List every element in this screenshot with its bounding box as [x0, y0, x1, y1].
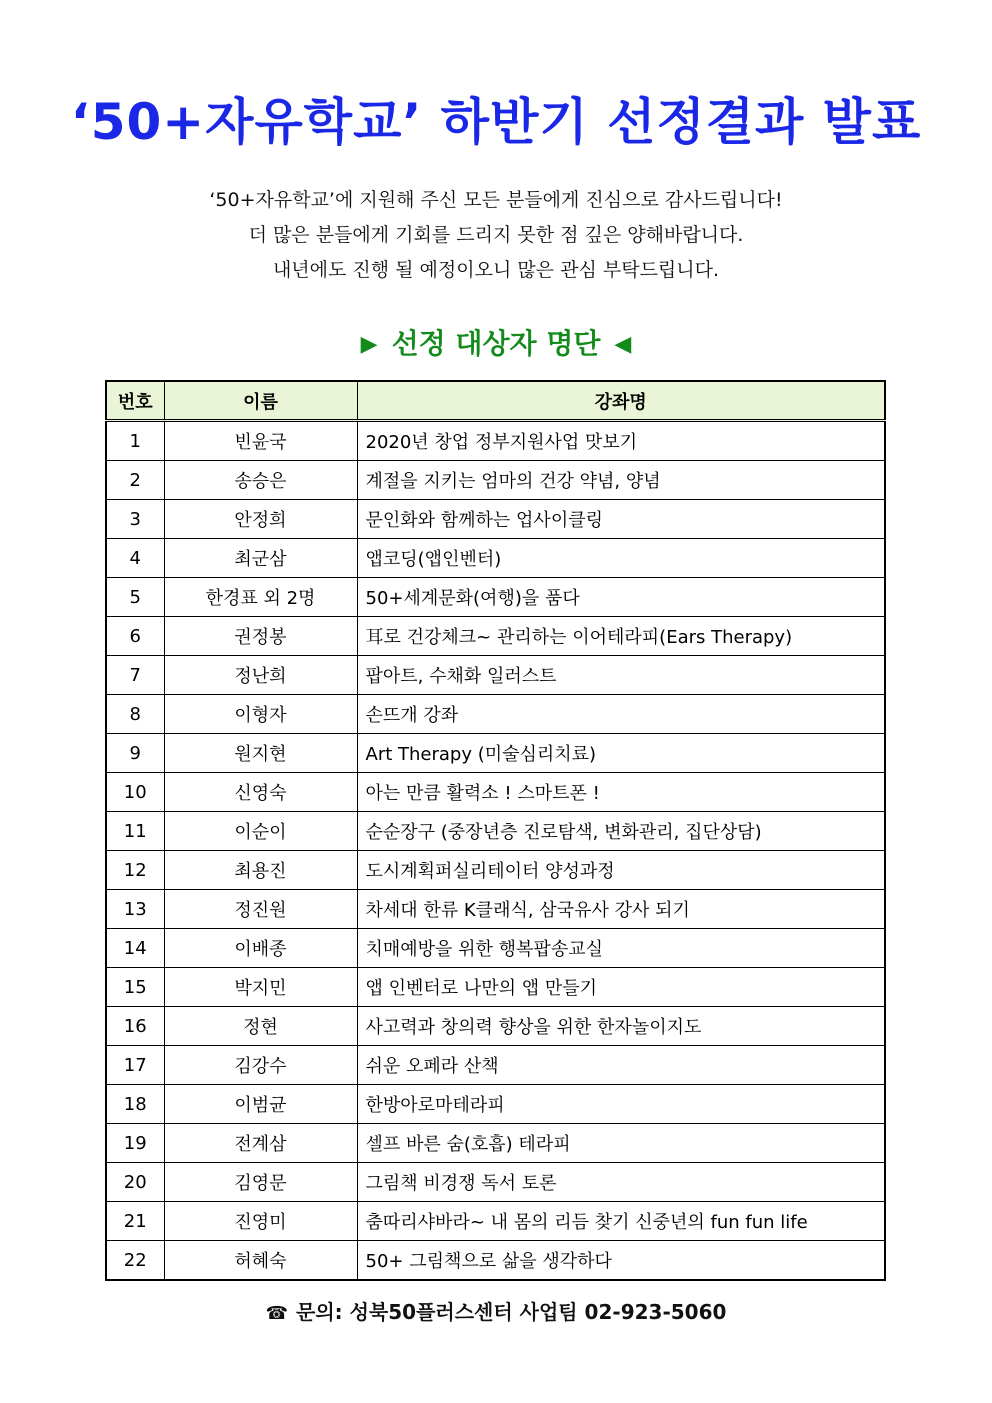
- table-row: [106, 461, 885, 500]
- row-name: 권정봉: [164, 617, 357, 656]
- row-name: 이형자: [164, 695, 357, 734]
- row-name: 이순이: [164, 812, 357, 851]
- row-course: 쉬운 오페라 산책: [357, 1046, 885, 1085]
- table-row: [106, 500, 885, 539]
- row-number: 11: [106, 812, 164, 851]
- intro-line: ‘50+자유학교’에 지원해 주신 모든 분들에게 진심으로 감사드립니다!: [209, 189, 783, 211]
- table-row: [106, 851, 885, 890]
- table-row: [106, 539, 885, 578]
- row-number: 7: [106, 656, 164, 695]
- table-row: [106, 1007, 885, 1046]
- row-name: 정현: [164, 1007, 357, 1046]
- row-number: 21: [106, 1202, 164, 1241]
- row-course: 耳로 건강체크~ 관리하는 이어테라피(Ears Therapy): [357, 617, 885, 656]
- row-course: 한방아로마테라피: [357, 1085, 885, 1124]
- row-name: 최용진: [164, 851, 357, 890]
- row-name: 송승은: [164, 461, 357, 500]
- row-number: 18: [106, 1085, 164, 1124]
- table-row: [106, 1202, 885, 1241]
- row-name: 박지민: [164, 968, 357, 1007]
- row-name: 정진원: [164, 890, 357, 929]
- table-row: [106, 734, 885, 773]
- table-row: [106, 578, 885, 617]
- table-row: [106, 1241, 885, 1281]
- row-number: 6: [106, 617, 164, 656]
- triangle-left-icon: ◀: [614, 332, 632, 357]
- row-course: 앱코딩(앱인벤터): [357, 539, 885, 578]
- table-row: [106, 812, 885, 851]
- row-course: 그림책 비경쟁 독서 토론: [357, 1163, 885, 1202]
- row-course: 계절을 지키는 엄마의 건강 약념, 양념: [357, 461, 885, 500]
- row-number: 4: [106, 539, 164, 578]
- row-course: 도시계획퍼실리테이터 양성과정: [357, 851, 885, 890]
- triangle-right-icon: ▶: [360, 332, 378, 357]
- row-name: 진영미: [164, 1202, 357, 1241]
- row-name: 이범균: [164, 1085, 357, 1124]
- row-number: 3: [106, 500, 164, 539]
- row-course: 셀프 바른 숨(호흡) 테라피: [357, 1124, 885, 1163]
- contact-info: [0, 1296, 992, 1325]
- table-row: [106, 617, 885, 656]
- header-number: 번호: [106, 381, 164, 421]
- row-course: 팝아트, 수채화 일러스트: [357, 656, 885, 695]
- table-row: [106, 1046, 885, 1085]
- section-heading: [0, 322, 992, 362]
- row-name: 한경표 외 2명: [164, 578, 357, 617]
- table-row: [106, 1085, 885, 1124]
- row-number: 9: [106, 734, 164, 773]
- row-number: 17: [106, 1046, 164, 1085]
- row-number: 16: [106, 1007, 164, 1046]
- table-row: [106, 773, 885, 812]
- row-course: 2020년 창업 정부지원사업 맛보기: [357, 421, 885, 461]
- row-name: 빈윤국: [164, 421, 357, 461]
- row-course: 춤따리샤바라~ 내 몸의 리듬 찾기 신중년의 fun fun life: [357, 1202, 885, 1241]
- table-row: [106, 929, 885, 968]
- intro-line: 내년에도 진행 될 예정이오니 많은 관심 부탁드립니다.: [272, 259, 720, 281]
- section-title: 선정 대상자 명단: [391, 327, 601, 360]
- row-course: 아는 만큼 활력소 ! 스마트폰 !: [357, 773, 885, 812]
- header-name: 이름: [164, 381, 357, 421]
- header-course: 강좌명: [357, 381, 885, 421]
- row-course: 사고력과 창의력 향상을 위한 한자놀이지도: [357, 1007, 885, 1046]
- table-body: [106, 421, 885, 1281]
- row-course: 50+ 그림책으로 삶을 생각하다: [357, 1241, 885, 1281]
- row-name: 허혜숙: [164, 1241, 357, 1281]
- row-name: 전계삼: [164, 1124, 357, 1163]
- row-number: 5: [106, 578, 164, 617]
- row-number: 10: [106, 773, 164, 812]
- row-course: 50+세계문화(여행)을 품다: [357, 578, 885, 617]
- intro-text: [0, 183, 992, 288]
- table-row: [106, 421, 885, 461]
- table-row: [106, 890, 885, 929]
- table-row: [106, 656, 885, 695]
- row-name: 신영숙: [164, 773, 357, 812]
- row-number: 20: [106, 1163, 164, 1202]
- row-course: Art Therapy (미술심리치료): [357, 734, 885, 773]
- row-number: 14: [106, 929, 164, 968]
- row-number: 22: [106, 1241, 164, 1281]
- row-number: 15: [106, 968, 164, 1007]
- intro-line: 더 많은 분들에게 기회를 드리지 못한 점 깊은 양해바랍니다.: [248, 224, 744, 246]
- row-name: 김영문: [164, 1163, 357, 1202]
- row-number: 1: [106, 421, 164, 461]
- row-number: 8: [106, 695, 164, 734]
- row-name: 안정희: [164, 500, 357, 539]
- row-course: 앱 인벤터로 나만의 앱 만들기: [357, 968, 885, 1007]
- row-name: 최군삼: [164, 539, 357, 578]
- row-course: 문인화와 함께하는 업사이클링: [357, 500, 885, 539]
- selection-table: [105, 380, 886, 1281]
- contact-text: 문의: 성북50플러스센터 사업팀 02-923-5060: [296, 1300, 727, 1324]
- row-name: 이배종: [164, 929, 357, 968]
- row-course: 순순장구 (중장년층 진로탐색, 변화관리, 집단상담): [357, 812, 885, 851]
- row-number: 12: [106, 851, 164, 890]
- row-number: 2: [106, 461, 164, 500]
- table-row: [106, 1163, 885, 1202]
- page-title: ‘50+자유학교’ 하반기 선정결과 발표: [70, 93, 922, 151]
- table-row: [106, 1124, 885, 1163]
- row-course: 치매예방을 위한 행복팝송교실: [357, 929, 885, 968]
- row-name: 원지현: [164, 734, 357, 773]
- row-name: 정난희: [164, 656, 357, 695]
- row-name: 김강수: [164, 1046, 357, 1085]
- phone-icon: ☎: [265, 1303, 288, 1324]
- row-course: 손뜨개 강좌: [357, 695, 885, 734]
- row-number: 19: [106, 1124, 164, 1163]
- row-number: 13: [106, 890, 164, 929]
- table-row: [106, 695, 885, 734]
- table-row: [106, 968, 885, 1007]
- row-course: 차세대 한류 K클래식, 삼국유사 강사 되기: [357, 890, 885, 929]
- table-header-row: [106, 381, 885, 421]
